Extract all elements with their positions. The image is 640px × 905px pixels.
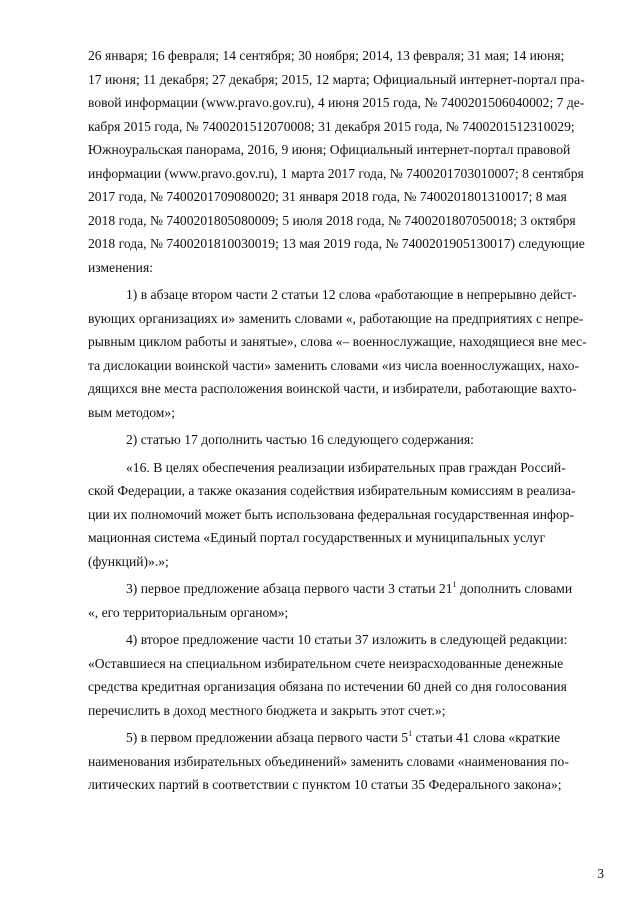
text-line: «16. В целях обеспечения реализации избирательных прав граждан Россий- <box>126 459 566 475</box>
text-line: дящихся вне места расположения воинской части, и избиратели, работающие вахто- <box>88 381 577 396</box>
text-line: 1) в абзаце втором части 2 статьи 12 слова «работающие в непрерывно дейст- <box>126 287 577 302</box>
text-line: изменения: <box>88 259 153 275</box>
superscript: 1 <box>452 580 457 589</box>
text-line: ции их полномочий может быть использована федеральная государственная инфор- <box>88 506 574 522</box>
text-line: 2) статью 17 дополнить частью 16 следующего содержания: <box>126 432 474 447</box>
intro-paragraph <box>88 44 608 279</box>
text-line: «Оставшиеся на специальном избирательном счете неизрасходованные денежные <box>88 655 564 671</box>
text-line: вовой информации (www.pravo.gov.ru), 4 июня 2015 года, № 7400201506040002; 7 де- <box>88 95 585 110</box>
text-line: 4) второе предложение части 10 статьи 37 изложить в следующей редакции: <box>126 632 568 647</box>
text-line: мационная система «Единый портал государственных и муниципальных услуг <box>88 530 546 545</box>
text-line: 2018 года, № 7400201805080009; 5 июля 2018 года, № 7400201807050018; 3 октября <box>88 212 576 228</box>
text-line: Южноуральская панорама, 2016, 9 июня; Официальный интернет-портал правовой <box>88 142 571 157</box>
text-line: 2017 года, № 7400201709080020; 31 января 2018 года, № 7400201801310017; 8 мая <box>88 189 567 204</box>
text-line: средства кредитная организация обязана по истечении 60 дней со дня голосования <box>88 679 567 694</box>
document-body <box>88 44 608 797</box>
text-line: 17 июня; 11 декабря; 27 декабря; 2015, 12 марта; Официальный интернет-портал пра- <box>88 71 585 87</box>
text-line: дополнить словами <box>456 581 573 596</box>
item-5-paragraph <box>88 726 608 797</box>
text-line: 5) в первом предложении абзаца первого части 5 <box>126 730 409 745</box>
text-line: 2018 года, № 7400201810030019; 13 мая 2019 года, № 7400201905130017) следующие <box>88 236 585 251</box>
text-line: литических партий в соответствии с пунктом 10 статьи 35 Федерального закона»; <box>88 777 562 792</box>
text-line: наименования избирательных объединений» заменить словами «наименования по- <box>88 753 569 769</box>
page-number: 3 <box>597 866 604 881</box>
item-1-paragraph <box>88 283 608 424</box>
text-line: «, его территориальным органом»; <box>88 604 289 620</box>
text-line: 26 января; 16 февраля; 14 сентября; 30 ноября; 2014, 13 февраля; 31 мая; 14 июня; <box>88 48 565 63</box>
item-2-paragraph <box>88 428 608 452</box>
text-line: та дислокации воинской части» заменить словами «из числа военнослужащих, нахо- <box>88 357 580 373</box>
text-line: ской Федерации, а также оказания содействия избирательным комиссиям в реализа- <box>88 483 576 498</box>
text-line: статьи 41 слова «краткие <box>412 730 561 745</box>
text-line: вующих организациях и» заменить словами «, работающие на предприятиях с непре- <box>88 310 584 326</box>
item-2-quote-paragraph <box>88 456 608 574</box>
text-line: перечислить в доход местного бюджета и закрыть этот счет.»; <box>88 702 446 718</box>
text-line: информации (www.pravo.gov.ru), 1 марта 2017 года, № 7400201703010007; 8 сентября <box>88 165 584 181</box>
item-4-paragraph <box>88 628 608 722</box>
text-line: вым методом»; <box>88 404 175 420</box>
text-line: (функций)».»; <box>88 553 169 569</box>
text-line: кабря 2015 года, № 7400201512070008; 31 декабря 2015 года, № 7400201512310029; <box>88 118 575 134</box>
superscript: 1 <box>408 729 413 738</box>
item-3-paragraph <box>88 577 608 624</box>
text-line: рывным циклом работы и занятые», слова «– военнослужащие, находящиеся вне мес- <box>88 334 587 349</box>
text-line: 3) первое предложение абзаца первого части 3 статьи 21 <box>126 581 453 596</box>
